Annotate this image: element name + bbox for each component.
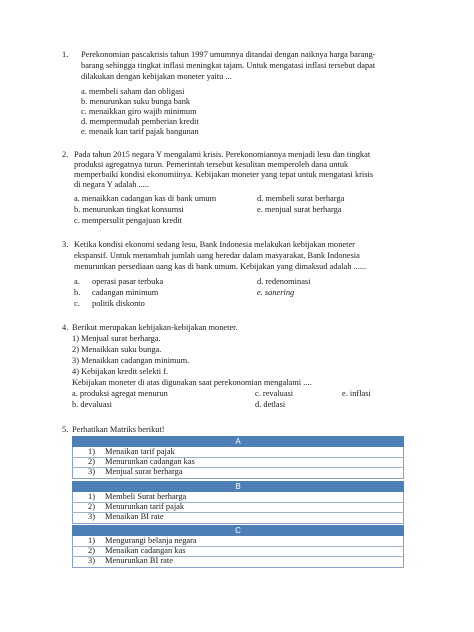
matrix-row-number: 1)	[88, 447, 95, 456]
option-d[interactable]: d. membeli surat berharga	[257, 194, 345, 203]
option-a[interactable]: operasi pasar terbuka	[92, 277, 164, 286]
option-d[interactable]: d. redenominasi	[257, 277, 311, 286]
question-text-line: dilakukan dengan kebijakan moneter yaitu ...	[81, 72, 232, 81]
question-number: 2.	[62, 150, 69, 159]
question-number: 5.	[62, 425, 69, 434]
question-text-line: menurunkan persediaan uang kas di bank umum. Kebijakan yang dimaksud adalah ......	[74, 262, 367, 271]
option-a-letter: a.	[74, 277, 80, 286]
matrix-header-a: A	[72, 436, 404, 447]
question-text-line: Pada tahun 2015 negara Y mengalami krisis. Perekonomiannya menjadi lesu dan tingkat	[74, 150, 371, 159]
matrix-row-text: Menjual surat berharga	[105, 467, 183, 476]
question-intro: Perhatikan Matriks berikut!	[72, 425, 165, 434]
option-a[interactable]: a. membeli saham dan obligasi	[81, 87, 185, 96]
option-e[interactable]: e. menjual surat berharga	[257, 205, 342, 214]
matrix-row	[72, 512, 404, 522]
option-c[interactable]: c. revaluasi	[255, 389, 294, 398]
option-c-letter: c.	[74, 299, 80, 308]
option-e[interactable]: e. menaik kan tarif pajak bangunan	[81, 127, 199, 136]
option-d[interactable]: d. mempermudah pemberian kredit	[81, 117, 199, 126]
option-d[interactable]: d. detlasi	[255, 400, 286, 409]
option-e[interactable]: e. sanering	[257, 288, 295, 297]
matrix-row-text: Mengurangi belanja negara	[105, 536, 197, 545]
option-b[interactable]: b. menurunkan suku bunga bank	[81, 97, 191, 106]
question-text-line: Ketika kondisi ekonomi sedang lesu, Bank Indonesia melakukan kebijakan moneter	[74, 240, 355, 249]
matrix-row-number: 3)	[88, 512, 95, 521]
matrix-row-number: 2)	[88, 546, 95, 555]
matrix-row-number: 1)	[88, 492, 95, 501]
option-b[interactable]: b. menurunkan tingkat konsumsi	[74, 205, 184, 214]
question-number: 4.	[62, 323, 69, 332]
question-intro: Berikut merupakan kebijakan-kebijakan moneter.	[72, 323, 238, 332]
matrix-row	[72, 467, 404, 477]
policy-item: 3) Menaikkan cadangan minimum.	[72, 356, 190, 365]
matrix-row-text: Menaikan cadangan kas	[105, 546, 186, 555]
option-b[interactable]: cadangan minimum	[92, 288, 159, 297]
matrix-row-text: Membeli Surat berharga	[105, 492, 187, 501]
matrix-row-number: 2)	[88, 457, 95, 466]
question-number: 1.	[62, 50, 69, 59]
question-text-line: memperbaiki kondisi ekonomiinya. Kebijakan moneter yang tepat untuk mengatasi krisis	[74, 170, 374, 179]
matrix-row-text: Menaikan BI rate	[105, 512, 164, 521]
matrix-row-text: Menurunkan cadangan kas	[105, 457, 195, 466]
matrix-row-number: 2)	[88, 502, 95, 511]
matrix-header-c: C	[72, 525, 404, 536]
matrix-row-text: Menurunkan BI rate	[105, 556, 173, 565]
question-text-line: barang sehingga tingkat inflasi meningkat tajam. Untuk mengatasi inflasi tersebut dapat	[81, 61, 376, 70]
option-c[interactable]: c. mempersulit pengajuan kredit	[74, 216, 182, 225]
option-c[interactable]: c. menaikkan giro wajib minimum	[81, 107, 197, 116]
option-b[interactable]: b. devaluasi	[72, 400, 113, 409]
option-e[interactable]: e. inflasi	[342, 389, 371, 398]
option-b-letter: b.	[74, 288, 81, 297]
option-a[interactable]: a. menaikkan cadangan kas di bank umum	[74, 194, 217, 203]
option-c[interactable]: politik diskonto	[92, 299, 145, 308]
policy-item: 4) Kebijakan kredit selekti f.	[72, 367, 169, 376]
policy-item: 2) Menaikkan suku bunga.	[72, 345, 162, 354]
matrix-row	[72, 556, 404, 566]
question-text-line: ekspansif. Untuk menambah jumlah uang beredar dalam masyarakat, Bank Indonesia	[74, 251, 360, 260]
matrix-row-text: Menaikan tarif pajak	[105, 447, 175, 456]
matrix-row-text: Menurunkan tarif pajak	[105, 502, 185, 511]
matrix-row-number: 3)	[88, 556, 95, 565]
question-text-line: produksi agregatnya turun. Pemerintah tersebut kesulitan memperoleh dana untuk	[74, 160, 349, 169]
matrix-row-number: 1)	[88, 536, 95, 545]
question-number: 3.	[62, 240, 69, 249]
question-text-line: Perekonomian pascakrisis tahun 1997 umumnya ditandai dengan naiknya harga barang-	[81, 50, 376, 59]
matrix-header-b: B	[72, 481, 404, 492]
question-text-line: Kebijakan moneter di atas digunakan saat perekonomian mengalami ....	[72, 378, 312, 387]
matrix-row-number: 3)	[88, 467, 95, 476]
question-text-line: di negara Y adalah .....	[74, 180, 149, 189]
option-a[interactable]: a. produksi agregat menurun	[72, 389, 168, 398]
policy-item: 1) Menjual surat berharga.	[72, 334, 161, 343]
